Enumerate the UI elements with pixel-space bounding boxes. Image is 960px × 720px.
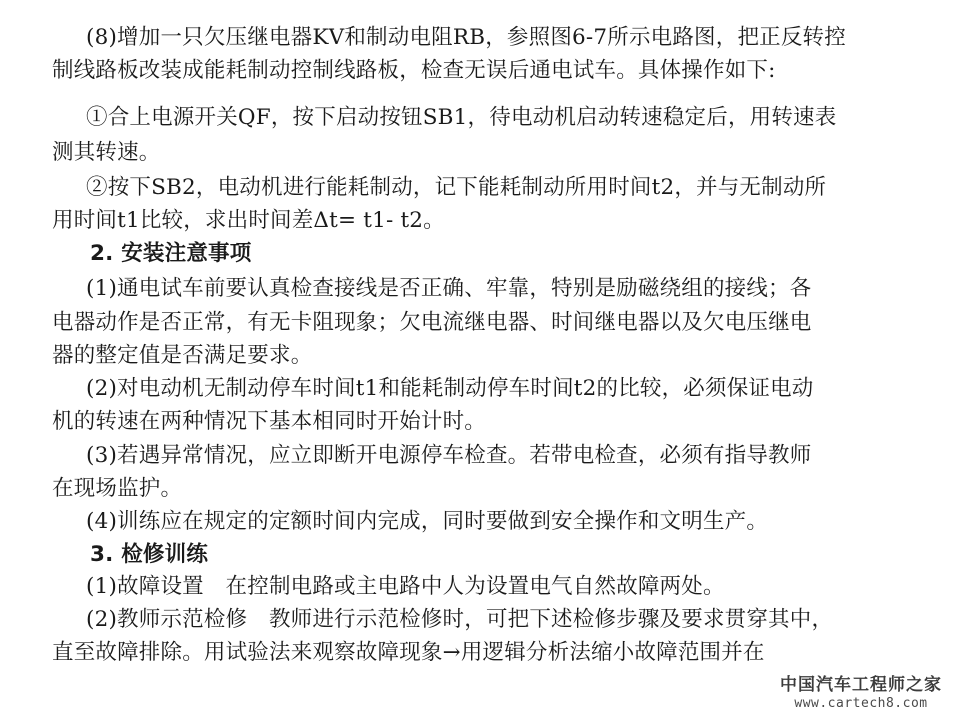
text-line-12: 机的转速在两种情况下基本相同时开始计时。 [52, 409, 487, 434]
text-line-9: 电器动作是否正常，有无卡阻现象；欠电流继电器、时间继电器以及欠电压继电 [52, 310, 812, 335]
watermark-title: 中国汽车工程师之家 [780, 675, 942, 695]
text-line-19: 直至故障排除。用试验法来观察故障现象→用逻辑分析法缩小故障范围并在 [52, 640, 765, 665]
text-line-1: (8)增加一只欠压继电器KV和制动电阻RB，参照图6-7所示电路图，把正反转控 [86, 25, 846, 50]
watermark-url: www.cartech8.com [794, 696, 928, 711]
text-line-13: (3)若遇异常情况，应立即断开电源停车检查。若带电检查，必须有指导教师 [86, 443, 812, 468]
text-line-4: 测其转速。 [52, 140, 161, 165]
section-heading-2: 2. 安装注意事项 [90, 241, 252, 266]
text-line-18: (2)教师示范检修 教师进行示范检修时，可把下述检修步骤及要求贯穿其中， [86, 607, 834, 632]
text-line-2: 制线路板改装成能耗制动控制线路板，检查无误后通电试车。具体操作如下: [52, 58, 776, 83]
section-heading-3: 3. 检修训练 [90, 542, 209, 567]
text-line-14: 在现场监护。 [52, 476, 183, 501]
text-line-5: ②按下SB2，电动机进行能耗制动，记下能耗制动所用时间t2，并与无制动所 [86, 175, 827, 200]
text-line-17: (1)故障设置 在控制电路或主电路中人为设置电气自然故障两处。 [86, 574, 725, 599]
text-line-6: 用时间t1比较，求出时间差Δt= t1- t2。 [52, 208, 445, 233]
text-line-15: (4)训练应在规定的定额时间内完成，同时要做到安全操作和文明生产。 [86, 509, 769, 534]
text-line-11: (2)对电动机无制动停车时间t1和能耗制动停车时间t2的比较，必须保证电动 [86, 376, 814, 401]
text-line-8: (1)通电试车前要认真检查接线是否正确、牢靠，特别是励磁绕组的接线；各 [86, 276, 812, 301]
text-line-3: ①合上电源开关QF，按下启动按钮SB1，待电动机启动转速稳定后，用转速表 [86, 105, 837, 130]
text-line-10: 器的整定值是否满足要求。 [52, 343, 313, 368]
